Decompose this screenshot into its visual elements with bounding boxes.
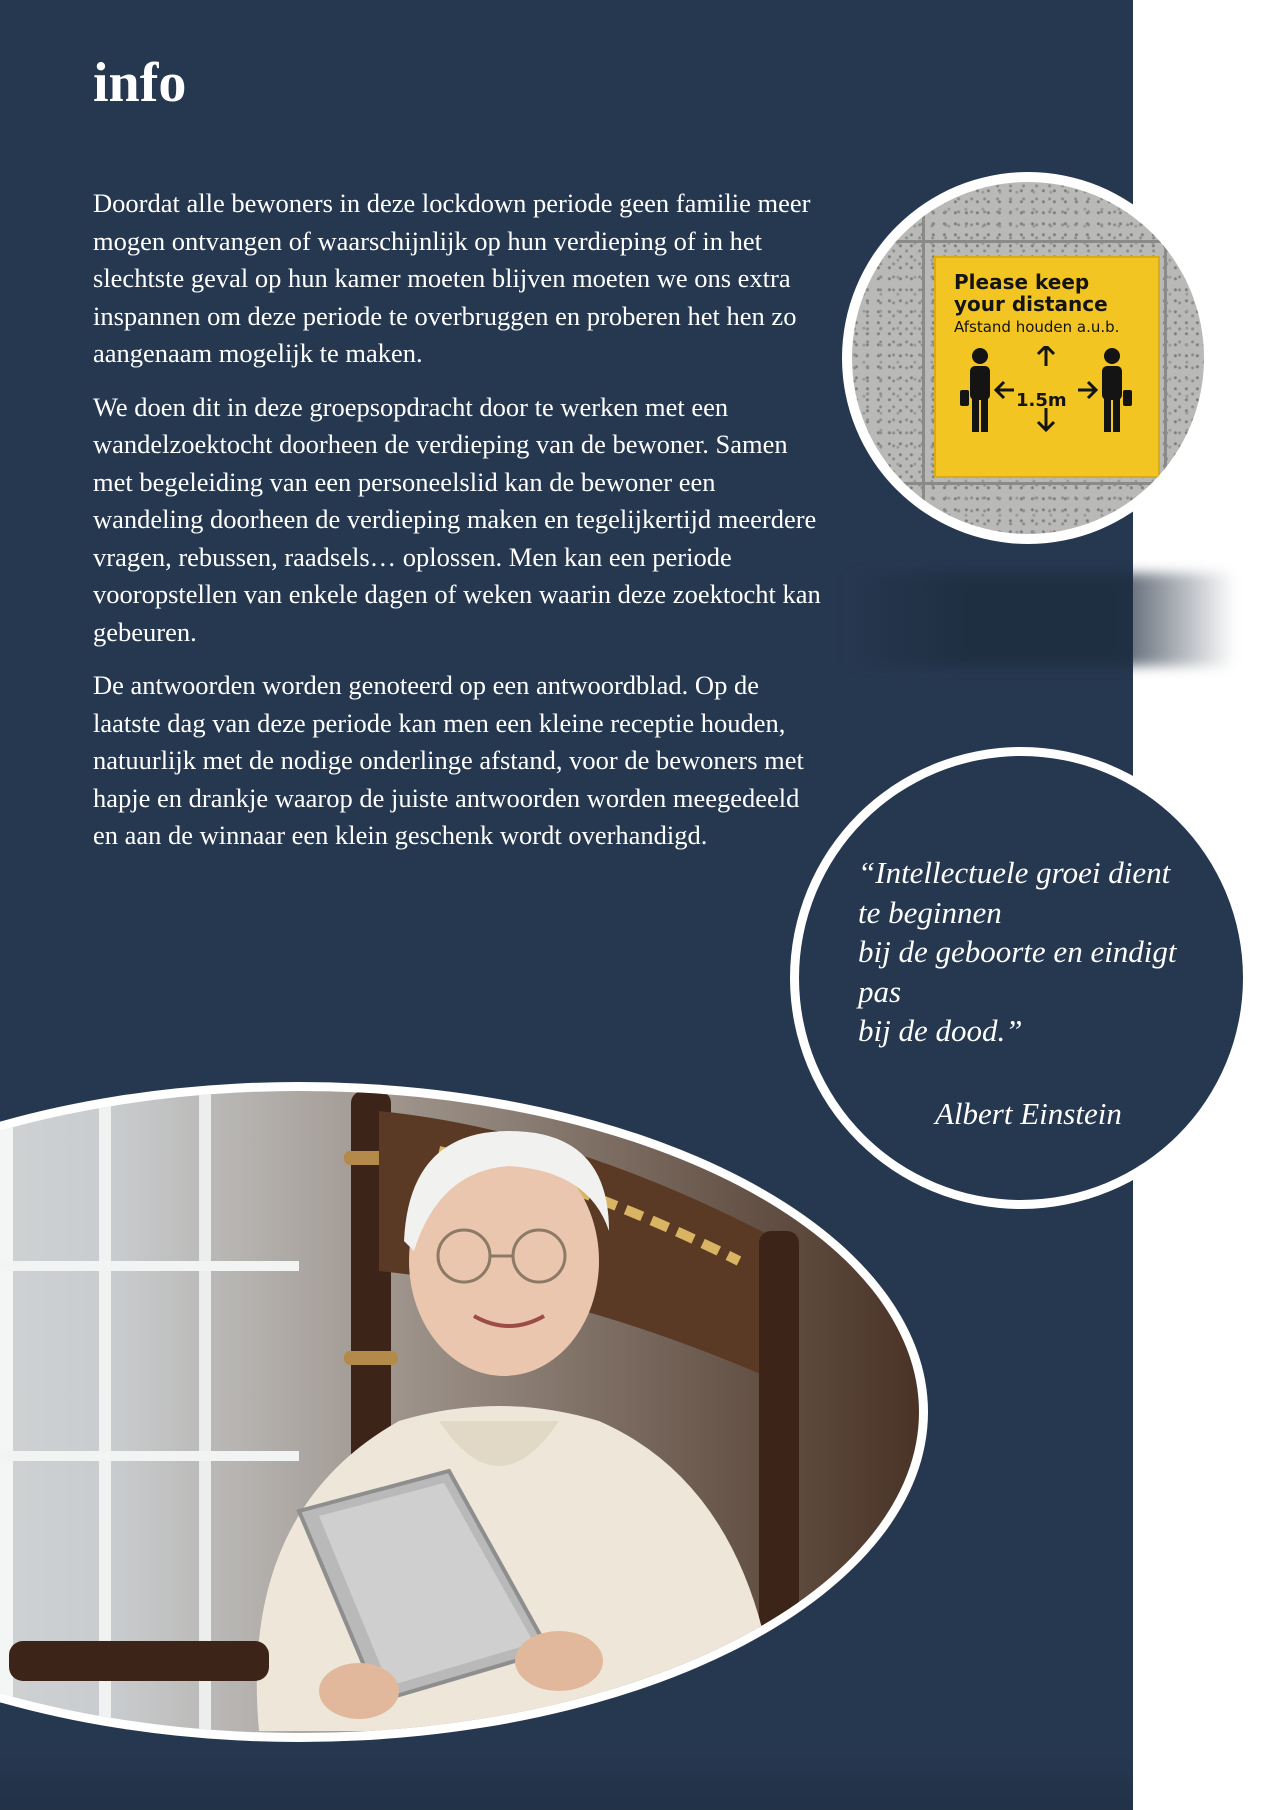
quote-line: bij de geboorte en eindigt: [858, 934, 1177, 969]
elderly-woman-tablet-photo: [0, 1082, 928, 1742]
decorative-shadow-band: [845, 573, 1235, 666]
distance-sign-photo: [842, 172, 1214, 544]
panel-bottom-shade: [0, 1750, 1133, 1810]
quote-line: te beginnen: [858, 894, 1002, 930]
quote-text: [858, 853, 1228, 1051]
sign-line-3: Afstand houden a.u.b.: [954, 318, 1120, 336]
sign-line-2: your distance: [954, 292, 1108, 316]
photo-illustration: [0, 1091, 919, 1733]
tile-seam: [922, 182, 925, 534]
body-text: [93, 185, 828, 871]
tile-seam: [852, 482, 1204, 485]
sign-line-1: Please keep: [954, 270, 1090, 294]
tile-seam: [1164, 182, 1167, 534]
photo-content: [0, 1091, 919, 1733]
paragraph-2: We doen dit in deze groepsopdracht door te werken met een wandelzoektocht doorheen de verdieping van de bewoner. Samen met begeleiding van een personeelslid kan de bewoner een wandeling doorheen de verdieping maken en tegelijkertijd meerdere vragen, rebussen, raadsels… oplossen. Men kan een periode vooropstellen van enkele dagen of weken waarin deze zoektocht kan gebeuren.: [93, 391, 821, 647]
quote-author: Albert Einstein: [935, 1096, 1122, 1131]
paragraph-3: De antwoorden worden genoteerd op een antwoordblad. Op de laatste dag van deze periode kan men een kleine receptie houden, natuurlijk met de nodige onderlinge afstand, voor de bewoners met hapje en drankje waarop de juiste antwoorden worden meegedeeld en aan de winnaar een klein geschenk wordt overhandigd.: [93, 670, 804, 850]
sign-distance-label: 1.5m: [1016, 390, 1067, 411]
paragraph-1: Doordat alle bewoners in deze lockdown periode geen familie meer mogen ontvangen of waarschijnlijk op hun verdieping of in het slechtste geval op hun kamer moeten blijven moeten we ons extra inspannen om deze periode te overbruggen en proberen het hen zo aangenaam mogelijk te maken.: [93, 188, 811, 368]
tile-seam: [852, 240, 1204, 243]
distance-sign: [934, 256, 1160, 478]
quote-line: pas: [858, 973, 902, 1009]
quote-line: “Intellectuele groei dient: [858, 855, 1171, 890]
page-title: info: [93, 52, 187, 114]
floor-tiles: [852, 182, 1204, 534]
quote-line: bij de dood.”: [858, 1013, 1023, 1048]
